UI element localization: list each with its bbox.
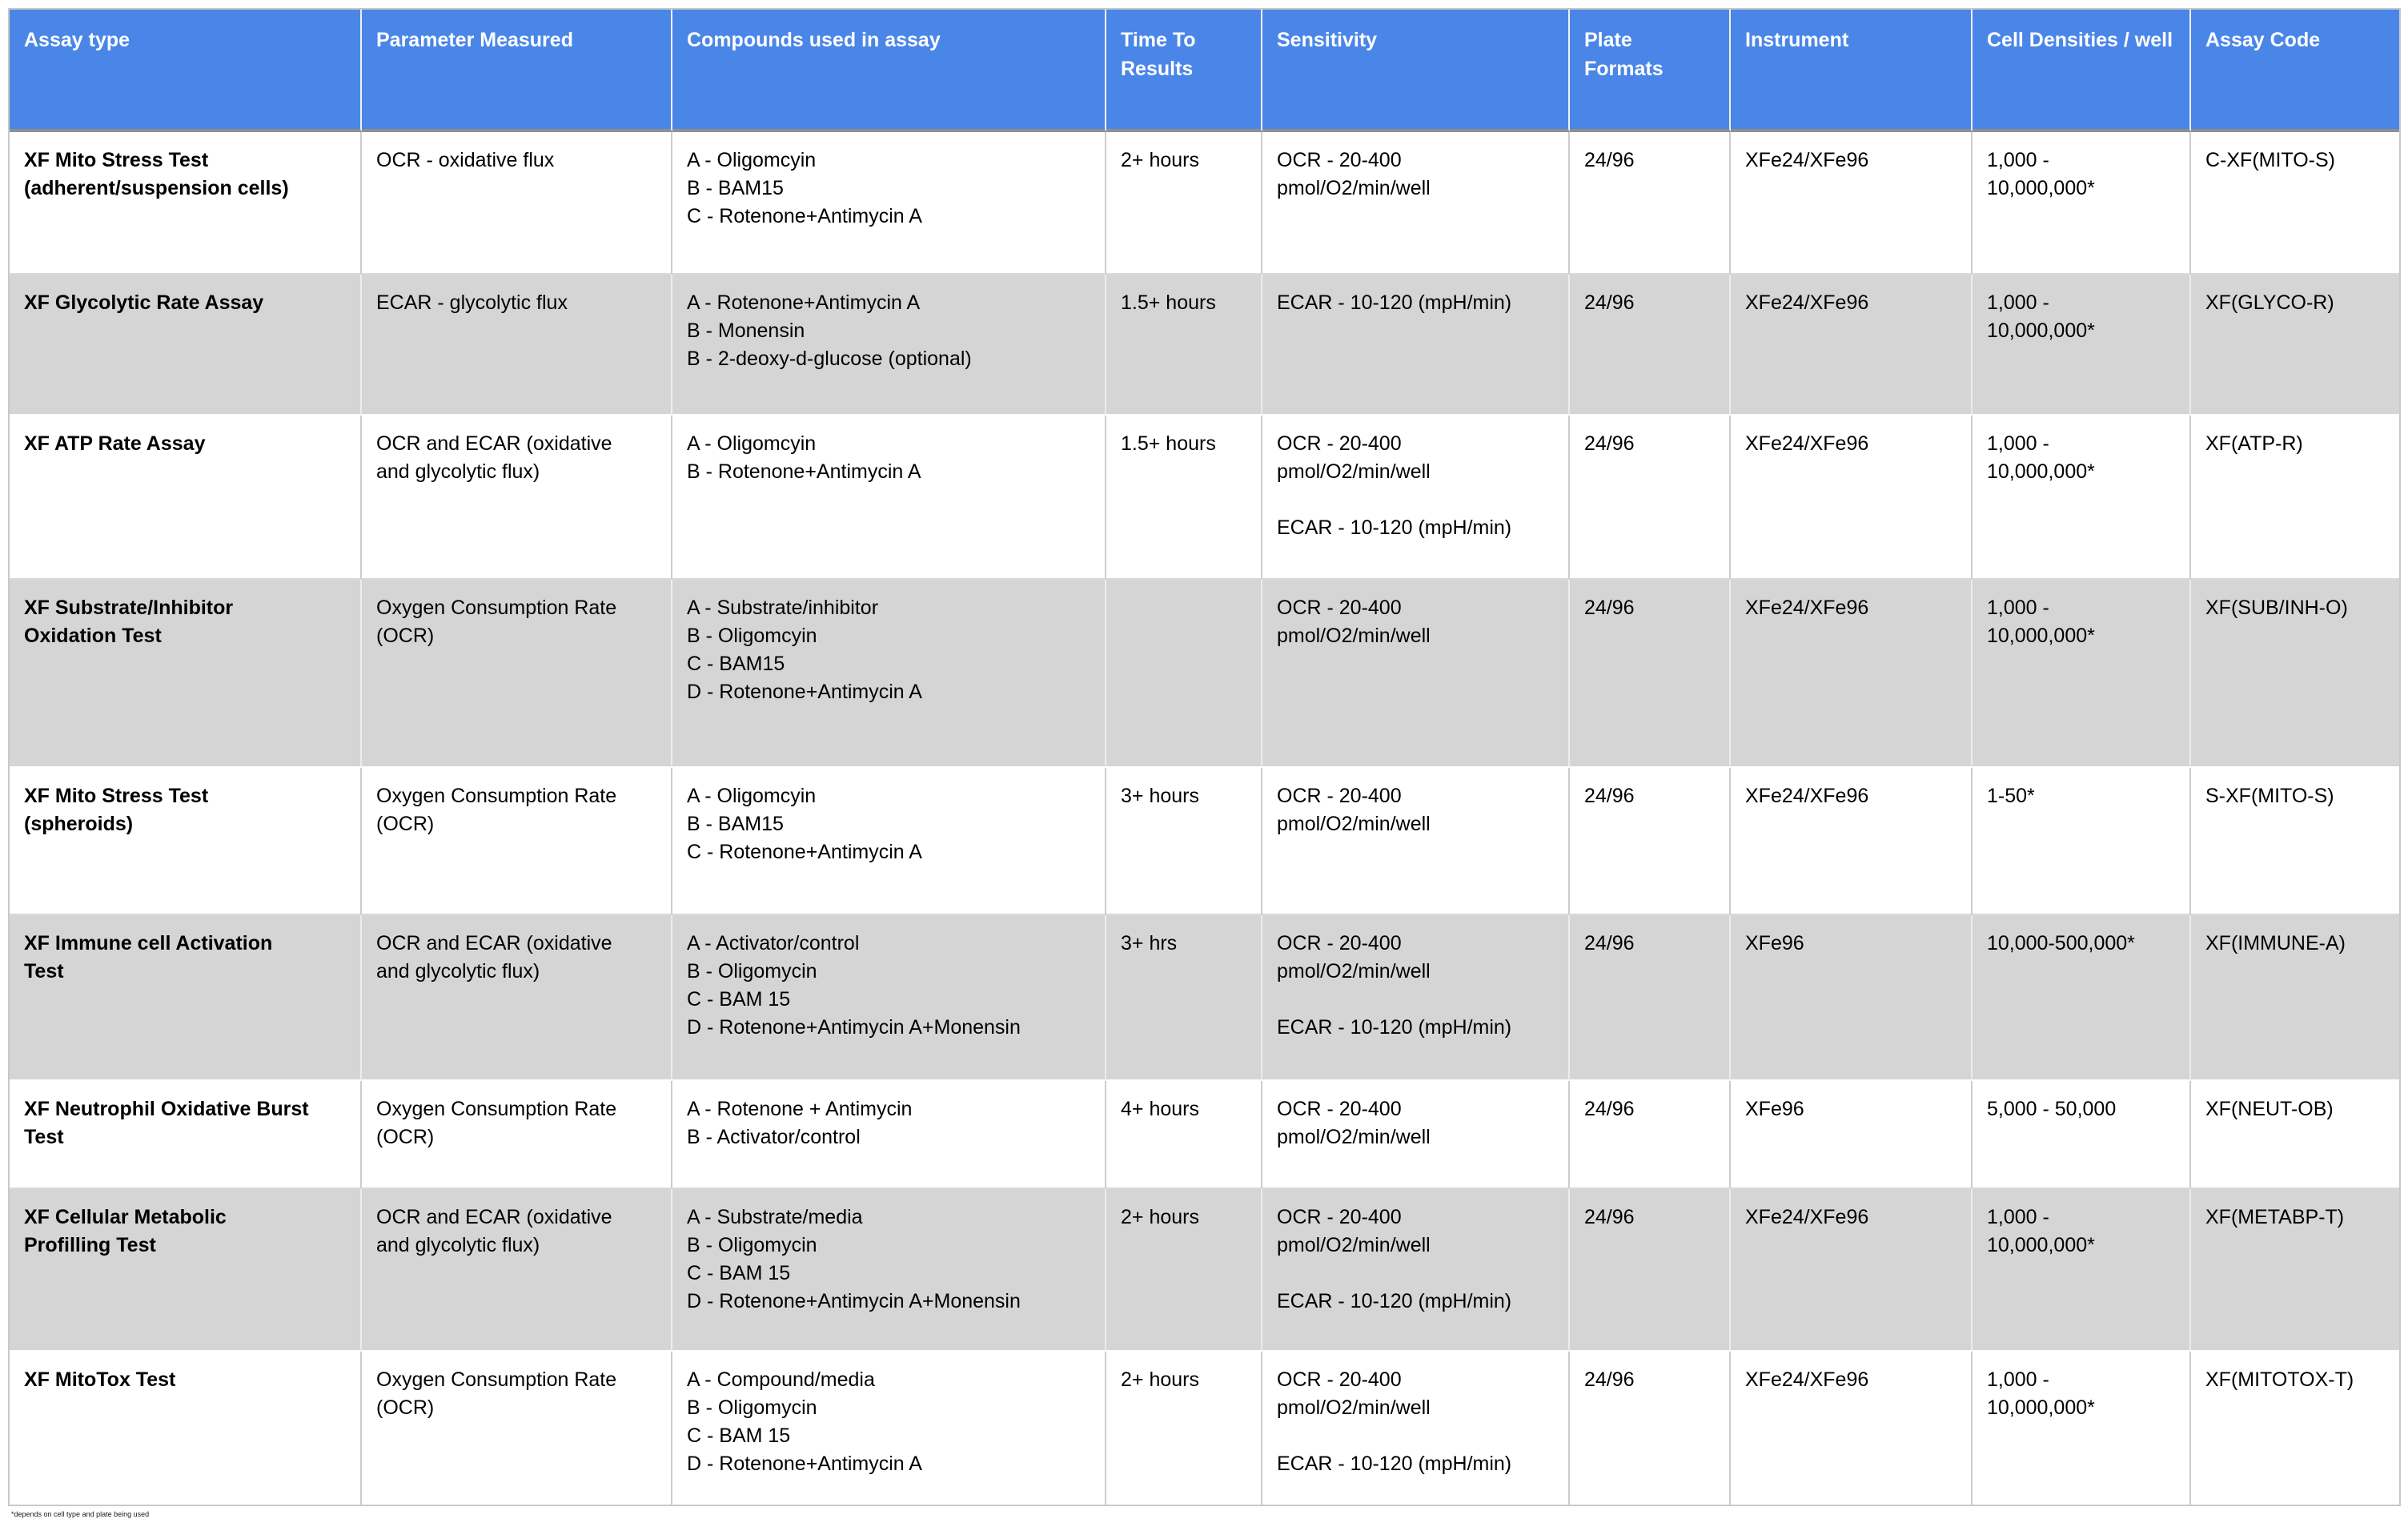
cell-assay_code: S-XF(MITO-S)	[2191, 768, 2399, 915]
cell-assay_type: XF Mito Stress Test (adherent/suspension cells)	[10, 132, 362, 275]
compounds-item: D - Rotenone+Antimycin A+Monensin	[687, 1016, 1021, 1039]
cell-time: 3+ hrs	[1106, 915, 1262, 1081]
cell-cell_densities: 1,000 - 10,000,000*	[1973, 132, 2191, 275]
cell-assay_code: XF(MITOTOX-T)	[2191, 1352, 2399, 1505]
table-row	[10, 1189, 2399, 1352]
cell-sensitivity	[1262, 416, 1570, 580]
cell-parameter: Oxygen Consumption Rate (OCR)	[362, 580, 672, 768]
cell-parameter: OCR and ECAR (oxidative and glycolytic flux)	[362, 915, 672, 1081]
cell-compounds	[672, 768, 1106, 915]
cell-compounds	[672, 915, 1106, 1081]
sensitivity-item: OCR - 20-400 pmol/O2/min/well	[1277, 785, 1431, 835]
cell-compounds	[672, 275, 1106, 416]
cell-instrument: XFe24/XFe96	[1731, 416, 1973, 580]
cell-plate_formats: 24/96	[1570, 275, 1731, 416]
compounds-item: C - Rotenone+Antimycin A	[687, 841, 922, 863]
cell-instrument: XFe96	[1731, 1081, 1973, 1189]
compounds-item: A - Activator/control	[687, 932, 860, 954]
cell-plate_formats: 24/96	[1570, 1081, 1731, 1189]
column-header-sensitivity: Sensitivity	[1262, 10, 1570, 132]
compounds-item: B - Oligomycin	[687, 1396, 817, 1419]
compounds-item: D - Rotenone+Antimycin A	[687, 1453, 922, 1475]
column-header-assay_type: Assay type	[10, 10, 362, 132]
compounds-item: A - Substrate/media	[687, 1206, 863, 1228]
compounds-item: B - BAM15	[687, 813, 784, 835]
compounds-item: D - Rotenone+Antimycin A+Monensin	[687, 1290, 1021, 1312]
cell-time	[1106, 580, 1262, 768]
cell-assay_type: XF Mito Stress Test (spheroids)	[10, 768, 362, 915]
sensitivity-item: ECAR - 10-120 (mpH/min)	[1277, 1453, 1512, 1475]
column-header-parameter: Parameter Measured	[362, 10, 672, 132]
sensitivity-item: ECAR - 10-120 (mpH/min)	[1277, 291, 1512, 314]
cell-assay_type: XF Neutrophil Oxidative Burst Test	[10, 1081, 362, 1189]
column-header-instrument: Instrument	[1731, 10, 1973, 132]
compounds-item: B - Oligomcyin	[687, 625, 817, 647]
compounds-item: A - Rotenone + Antimycin	[687, 1098, 913, 1120]
cell-cell_densities: 1-50*	[1973, 768, 2191, 915]
table-row	[10, 275, 2399, 416]
cell-sensitivity	[1262, 132, 1570, 275]
cell-time: 2+ hours	[1106, 1189, 1262, 1352]
assay-table-body	[10, 132, 2399, 1505]
cell-time: 4+ hours	[1106, 1081, 1262, 1189]
compounds-item: A - Compound/media	[687, 1368, 875, 1391]
cell-time: 1.5+ hours	[1106, 275, 1262, 416]
cell-sensitivity	[1262, 1352, 1570, 1505]
cell-compounds	[672, 132, 1106, 275]
footnote: *depends on cell type and plate being used	[11, 1510, 150, 1518]
cell-sensitivity	[1262, 1081, 1570, 1189]
column-header-assay_code: Assay Code	[2191, 10, 2399, 132]
cell-assay_code: XF(NEUT-OB)	[2191, 1081, 2399, 1189]
cell-compounds	[672, 1081, 1106, 1189]
cell-compounds	[672, 416, 1106, 580]
compounds-item: C - BAM 15	[687, 1425, 791, 1447]
cell-parameter: Oxygen Consumption Rate (OCR)	[362, 768, 672, 915]
cell-time: 2+ hours	[1106, 132, 1262, 275]
cell-instrument: XFe24/XFe96	[1731, 132, 1973, 275]
cell-compounds	[672, 580, 1106, 768]
cell-sensitivity	[1262, 275, 1570, 416]
sensitivity-item: OCR - 20-400 pmol/O2/min/well	[1277, 1098, 1431, 1148]
cell-parameter: OCR and ECAR (oxidative and glycolytic flux)	[362, 1189, 672, 1352]
compounds-item: C - BAM 15	[687, 988, 791, 1011]
table-row	[10, 580, 2399, 768]
cell-cell_densities: 1,000 - 10,000,000*	[1973, 1352, 2191, 1505]
cell-plate_formats: 24/96	[1570, 915, 1731, 1081]
table-row	[10, 768, 2399, 915]
cell-parameter: ECAR - glycolytic flux	[362, 275, 672, 416]
compounds-item: C - BAM15	[687, 653, 785, 675]
sensitivity-item: ECAR - 10-120 (mpH/min)	[1277, 516, 1512, 539]
cell-instrument: XFe24/XFe96	[1731, 1189, 1973, 1352]
compounds-item: A - Rotenone+Antimycin A	[687, 291, 921, 314]
compounds-item: B - Oligomycin	[687, 1234, 817, 1256]
sensitivity-item: OCR - 20-400 pmol/O2/min/well	[1277, 149, 1431, 199]
table-row	[10, 1081, 2399, 1189]
cell-time: 3+ hours	[1106, 768, 1262, 915]
cell-instrument: XFe24/XFe96	[1731, 768, 1973, 915]
cell-cell_densities: 1,000 - 10,000,000*	[1973, 275, 2191, 416]
cell-instrument: XFe24/XFe96	[1731, 275, 1973, 416]
column-header-plate_formats: Plate Formats	[1570, 10, 1731, 132]
cell-cell_densities: 1,000 - 10,000,000*	[1973, 416, 2191, 580]
column-header-cell_densities: Cell Densities / well	[1973, 10, 2191, 132]
compounds-item: C - BAM 15	[687, 1262, 791, 1284]
cell-plate_formats: 24/96	[1570, 580, 1731, 768]
compounds-item: D - Rotenone+Antimycin A	[687, 681, 922, 703]
cell-compounds	[672, 1352, 1106, 1505]
cell-plate_formats: 24/96	[1570, 132, 1731, 275]
cell-instrument: XFe96	[1731, 915, 1973, 1081]
cell-assay_type: XF MitoTox Test	[10, 1352, 362, 1505]
cell-assay_type: XF Substrate/Inhibitor Oxidation Test	[10, 580, 362, 768]
table-row	[10, 416, 2399, 580]
cell-assay_type: XF Immune cell Activation Test	[10, 915, 362, 1081]
sensitivity-item: OCR - 20-400 pmol/O2/min/well	[1277, 597, 1431, 647]
cell-assay_code: XF(GLYCO-R)	[2191, 275, 2399, 416]
cell-cell_densities: 1,000 - 10,000,000*	[1973, 1189, 2191, 1352]
cell-plate_formats: 24/96	[1570, 416, 1731, 580]
cell-parameter: OCR and ECAR (oxidative and glycolytic flux)	[362, 416, 672, 580]
cell-sensitivity	[1262, 915, 1570, 1081]
compounds-item: A - Substrate/inhibitor	[687, 597, 879, 619]
compounds-item: B - Rotenone+Antimycin A	[687, 460, 921, 483]
assay-comparison-table	[8, 8, 2401, 1506]
compounds-item: B - Oligomycin	[687, 960, 817, 983]
sensitivity-item: OCR - 20-400 pmol/O2/min/well	[1277, 1206, 1431, 1256]
cell-instrument: XFe24/XFe96	[1731, 1352, 1973, 1505]
cell-parameter: Oxygen Consumption Rate (OCR)	[362, 1352, 672, 1505]
cell-assay_code: XF(IMMUNE-A)	[2191, 915, 2399, 1081]
cell-cell_densities: 1,000 - 10,000,000*	[1973, 580, 2191, 768]
sensitivity-item: OCR - 20-400 pmol/O2/min/well	[1277, 432, 1431, 483]
column-header-compounds: Compounds used in assay	[672, 10, 1106, 132]
compounds-item: B - BAM15	[687, 177, 784, 199]
cell-compounds	[672, 1189, 1106, 1352]
table-header	[10, 10, 2399, 132]
cell-parameter: OCR - oxidative flux	[362, 132, 672, 275]
table-row	[10, 915, 2399, 1081]
compounds-item: A - Oligomcyin	[687, 432, 817, 455]
compounds-item: C - Rotenone+Antimycin A	[687, 205, 922, 227]
header-row	[10, 10, 2399, 132]
table-row	[10, 1352, 2399, 1505]
cell-instrument: XFe24/XFe96	[1731, 580, 1973, 768]
compounds-item: A - Oligomcyin	[687, 785, 817, 807]
compounds-item: A - Oligomcyin	[687, 149, 817, 171]
cell-time: 2+ hours	[1106, 1352, 1262, 1505]
cell-sensitivity	[1262, 580, 1570, 768]
cell-sensitivity	[1262, 768, 1570, 915]
sensitivity-item: OCR - 20-400 pmol/O2/min/well	[1277, 1368, 1431, 1419]
cell-cell_densities: 10,000-500,000*	[1973, 915, 2191, 1081]
cell-assay_code: XF(SUB/INH-O)	[2191, 580, 2399, 768]
table-row	[10, 132, 2399, 275]
sensitivity-item: ECAR - 10-120 (mpH/min)	[1277, 1290, 1512, 1312]
cell-assay_type: XF Cellular Metabolic Profilling Test	[10, 1189, 362, 1352]
cell-assay_code: C-XF(MITO-S)	[2191, 132, 2399, 275]
cell-sensitivity	[1262, 1189, 1570, 1352]
cell-assay_code: XF(METABP-T)	[2191, 1189, 2399, 1352]
compounds-item: B - Monensin	[687, 319, 805, 342]
compounds-item: B - Activator/control	[687, 1126, 861, 1148]
cell-assay_code: XF(ATP-R)	[2191, 416, 2399, 580]
cell-time: 1.5+ hours	[1106, 416, 1262, 580]
cell-assay_type: XF ATP Rate Assay	[10, 416, 362, 580]
sensitivity-item: ECAR - 10-120 (mpH/min)	[1277, 1016, 1512, 1039]
cell-parameter: Oxygen Consumption Rate (OCR)	[362, 1081, 672, 1189]
cell-plate_formats: 24/96	[1570, 1352, 1731, 1505]
cell-assay_type: XF Glycolytic Rate Assay	[10, 275, 362, 416]
cell-plate_formats: 24/96	[1570, 768, 1731, 915]
cell-cell_densities: 5,000 - 50,000	[1973, 1081, 2191, 1189]
sensitivity-item: OCR - 20-400 pmol/O2/min/well	[1277, 932, 1431, 983]
column-header-time: Time To Results	[1106, 10, 1262, 132]
cell-plate_formats: 24/96	[1570, 1189, 1731, 1352]
compounds-item: B - 2-deoxy-d-glucose (optional)	[687, 348, 972, 370]
